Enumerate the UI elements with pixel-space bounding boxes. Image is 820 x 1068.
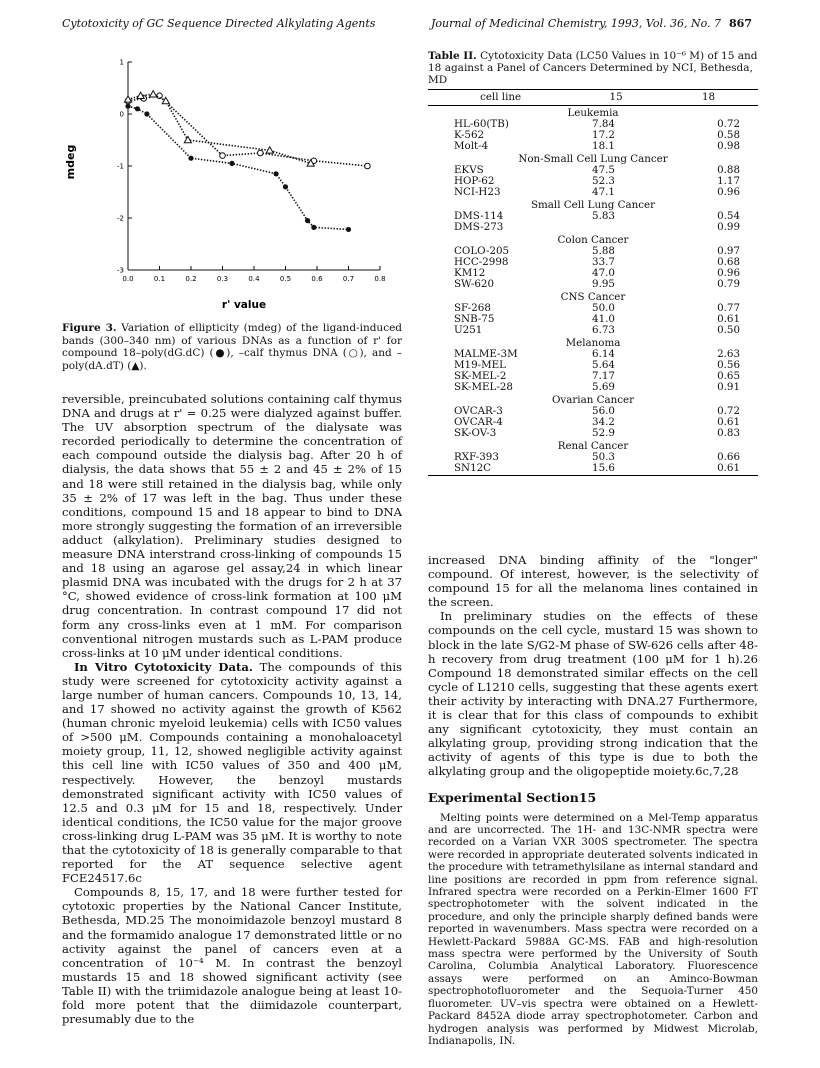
figure-caption-text: Variation of ellipticity (mdeg) of the ligand-induced bands (300–340 nm) of various DNAs as a function of r' for compound 18–poly(dG.dC) (●), –calf thymus DNA (○), and –poly(dA.dT) (▲).: [62, 322, 403, 372]
value-compound-15: 47.0: [592, 267, 615, 279]
running-header-journal: [431, 17, 752, 30]
value-compound-15: 47.1: [592, 186, 615, 198]
value-compound-15: 33.7: [592, 256, 615, 268]
value-compound-18: 0.61: [717, 416, 740, 428]
table-row: [428, 428, 758, 439]
table-group-row: [428, 106, 758, 120]
data-point: [258, 150, 264, 156]
value-compound-18: 0.50: [717, 324, 740, 336]
table-group-heading: Small Cell Lung Cancer: [530, 199, 656, 211]
x-tick-label: 0.7: [342, 275, 355, 283]
value-compound-18: 0.61: [717, 313, 740, 325]
data-point: [365, 163, 371, 169]
cell-line-name: COLO-205: [454, 245, 510, 257]
cell-line-name: EKVS: [454, 164, 484, 176]
value-compound-18: 0.88: [717, 164, 740, 176]
data-point: [346, 227, 351, 232]
table-ii: [428, 50, 758, 476]
paragraph-text: The compounds of this study were screened for cytotoxicity activity against a large number of human cancers. Compounds 10, 13, 14, and 17 showed no activity against the growth of K562 (human chronic myeloid leukemia) cells with IC50 values of >500 μM. Compounds containing a monohaloacetyl moiety group, 11, 12, showed negligible activity against this cell line with IC50 values of 350 and 400 μM, respectively. However, the benzoyl mustards demonstrated significant activity with IC50 values of 12.5 and 0.3 μM for 15 and 18, respectively. Under identical conditions, the IC50 value for the major groove cross-linking drug L-PAM was 35 μM. It is worthy to note that the cytotoxicity of 18 is generally comparable to that reported for the AT sequence selective agent FCE24517.6c: [62, 659, 402, 886]
value-compound-15: 52.3: [592, 175, 615, 187]
y-tick-label: -1: [117, 162, 124, 171]
column-header: 15: [573, 90, 659, 106]
value-compound-15: 7.84: [592, 118, 615, 130]
left-column-text: [62, 392, 402, 1026]
value-compound-15: 6.73: [592, 324, 615, 336]
table-row: [428, 222, 758, 233]
data-point: [305, 218, 310, 223]
journal-citation: Journal of Medicinal Chemistry, 1993, Vol. 36, No. 7: [431, 17, 722, 30]
table-group-heading: Leukemia: [567, 107, 619, 119]
value-compound-18: 0.83: [717, 427, 740, 439]
value-compound-18: 0.97: [717, 245, 740, 257]
value-compound-18: 0.68: [717, 256, 740, 268]
section-heading: Experimental Section15: [428, 789, 597, 805]
y-tick-label: 1: [119, 58, 124, 67]
chart-axes: [128, 62, 380, 270]
value-compound-18: 2.63: [717, 348, 740, 360]
paragraph: In preliminary studies on the effects of these compounds on the cell cycle, mustard 15 was shown to block in the late S/G2-M phase of SW-626 cells after 48-h recovery from drug treatment (100 μM for 1 h).26 Compound 18 demonstrated similar effects on the cell cycle of L1210 cells, suggesting that these agents exert their activity by interacting with DNA.27 Furthermore, it is clear that for this class of compounds to exhibit any significant cytotoxicity, they must contain an alkylating group, providing strong indication that the activity of agents of this type is due to both the alkylating group and the oligopeptide moiety.6c,7,28: [428, 609, 758, 779]
x-tick-label: 0.0: [122, 275, 134, 283]
value-compound-18: 0.61: [659, 463, 758, 476]
cell-line-name: U251: [454, 324, 483, 336]
value-compound-15: 41.0: [592, 313, 615, 325]
value-compound-15: 5.83: [592, 210, 615, 222]
paragraph: [62, 660, 402, 886]
cell-line-name: OVCAR-3: [454, 405, 503, 417]
x-tick-label: 0.3: [216, 275, 229, 283]
cell-line-name: MALME-3M: [454, 348, 518, 360]
x-tick-label: 0.4: [248, 275, 260, 283]
table-group: [428, 198, 758, 233]
column-header: 18: [659, 90, 758, 106]
value-compound-15: 5.64: [592, 359, 615, 371]
table-title: [428, 50, 758, 86]
figure-caption: [62, 322, 402, 372]
table-header-row: [428, 90, 758, 106]
table-group: [428, 393, 758, 439]
table-group-heading: CNS Cancer: [560, 291, 626, 303]
data-point: [135, 106, 140, 111]
cell-line-name: SN12C: [428, 463, 573, 476]
x-tick-label: 0.2: [185, 275, 197, 283]
cell-line-name: NCI-H23: [454, 186, 501, 198]
data-point: [266, 147, 273, 153]
table-group: [428, 336, 758, 393]
value-compound-18: 0.54: [717, 210, 740, 222]
series-line: [128, 106, 349, 229]
y-tick-label: -3: [117, 266, 124, 275]
value-compound-15: 7.17: [592, 370, 615, 382]
paragraph: reversible, preincubated solutions containing calf thymus DNA and drugs at r' = 0.25 were dialyzed against buffer. The UV absorption spectrum of the dialysate was recorded periodically to determine the concentration of each compound outside the dialysis bag. After 20 h of dialysis, the data shows that 55 ± 2 and 45 ± 2% of 15 and 18 were still retained in the dialysis bag, while only 35 ± 2% of 17 was left in the bag. Thus under these conditions, compound 15 and 18 appear to bind to DNA more strongly suggesting the formation of an irreversible adduct (alkylation). Preliminary studies designed to measure DNA interstrand cross-linking of compounds 15 and 18 using an agarose gel assay,24 in which linear plasmid DNA was incubated with the drugs for 2 h at 37 °C, showed evidence of cross-link formation at 100 μM drug concentration. In contrast compound 17 did not form any cross-links even at 1 mM. For comparison conventional nitrogen mustards such as L-PAM produce cross-links at 10 μM under identical conditions.: [62, 392, 402, 660]
cell-line-name: KM12: [454, 267, 486, 279]
subsection-heading: In Vitro Cytotoxicity Data.: [74, 659, 253, 674]
cell-line-name: SK-MEL-28: [454, 381, 513, 393]
table-title-label: Table II.: [428, 50, 477, 62]
cell-line-name: HCC-2998: [454, 256, 509, 268]
value-compound-15: 5.88: [592, 245, 615, 257]
value-compound-18: 0.58: [717, 129, 740, 141]
value-compound-18: 0.72: [717, 118, 740, 130]
table-group: [428, 106, 758, 153]
cell-line-name: RXF-393: [454, 451, 499, 463]
value-compound-15: 34.2: [592, 416, 615, 428]
series-line: [128, 96, 367, 166]
value-compound-18: 0.96: [717, 186, 740, 198]
value-compound-18: 0.56: [717, 359, 740, 371]
table-group-heading: Colon Cancer: [557, 234, 629, 246]
data-point: [188, 156, 193, 161]
table-row: [428, 279, 758, 290]
cell-line-name: Molt-4: [454, 140, 489, 152]
table-group: [428, 439, 758, 476]
data-point: [150, 91, 157, 97]
value-compound-18: 0.91: [717, 381, 740, 393]
value-compound-18: 0.96: [717, 267, 740, 279]
value-compound-15: 5.69: [592, 381, 615, 393]
cytotoxicity-table: [428, 89, 758, 476]
value-compound-15: 15.6: [573, 463, 659, 476]
value-compound-18: 1.17: [717, 175, 740, 187]
value-compound-15: 50.0: [592, 302, 615, 314]
cell-line-name: HL-60(TB): [454, 118, 509, 130]
table-row: [428, 187, 758, 198]
cell-line-name: OVCAR-4: [454, 416, 503, 428]
value-compound-15: 18.1: [592, 140, 615, 152]
experimental-text: [428, 812, 758, 1048]
cell-line-name: SNB-75: [454, 313, 495, 325]
value-compound-15: 50.3: [592, 451, 615, 463]
value-compound-15: 52.9: [592, 427, 615, 439]
y-tick-label: -2: [117, 214, 124, 223]
running-header-title: Cytotoxicity of GC Sequence Directed Alkylating Agents: [62, 17, 376, 30]
paragraph: Compounds 8, 15, 17, and 18 were further tested for cytotoxic properties by the National Cancer Institute, Bethesda, MD.25 The monoimidazole benzoyl mustard 8 and the formamido analogue 17 demonstrated little or no activity against the panel of cancers even at a concentration of 10⁻⁴ M. In contrast the benzoyl mustards 15 and 18 showed significant activity (see Table II) with the triimidazole analogue being at least 10-fold more potent that the diimidazole counterpart, presumably due to the: [62, 885, 402, 1027]
cell-line-name: SK-MEL-2: [454, 370, 507, 382]
table-row: [428, 382, 758, 393]
value-compound-18: 0.72: [717, 405, 740, 417]
table-group: [428, 152, 758, 198]
table-row: [428, 325, 758, 336]
figure-3-chart: [62, 50, 402, 320]
y-axis-label: mdeg: [64, 144, 77, 180]
value-compound-15: [573, 222, 659, 233]
x-tick-label: 0.6: [311, 275, 323, 283]
x-tick-label: 0.5: [279, 275, 292, 283]
data-point: [311, 225, 316, 230]
value-compound-18: 0.65: [717, 370, 740, 382]
right-column-text: [428, 553, 758, 1047]
table-group: [428, 233, 758, 290]
paragraph: Melting points were determined on a Mel-Temp apparatus and are uncorrected. The 1H- and 13C-NMR spectra were recorded on a Varian VXR 300S spectrometer. The spectra were recorded in appropriate deuterated solvents indicated in the procedure with tetramethylsilane as internal standard and line positions are recorded in ppm from reference signal. Infrared spectra were recorded on a Perkin-Elmer 1600 FT spectrophotometer with the solvent indicated in the procedure, and only the principle sharply defined bands were reported in wavenumbers. Mass spectra were recorded on a Hewlett-Packard 5988A GC-MS. FAB and high-resolution mass spectra were performed by the University of South Carolina, Columbia Analytical Laboratory. Fluorescence assays were performed on an Aminco-Bowman spectrophotofluorometer and the Sequoia-Turner 450 fluorometer. UV–vis spectra were obtained on a Hewlett-Packard 8452A diode array spectrophotometer. Carbon and hydrogen analysis was performed by Midwest Microlab, Indianapolis, IN.: [428, 811, 758, 1047]
table-row: [428, 141, 758, 152]
chart-ticks: [117, 59, 386, 284]
table-row: [428, 463, 758, 476]
value-compound-15: 47.5: [592, 164, 615, 176]
table-group-heading: Renal Cancer: [557, 440, 629, 452]
value-compound-15: 17.2: [592, 129, 615, 141]
table-group: [428, 290, 758, 336]
figure-caption-label: Figure 3.: [62, 322, 117, 334]
data-point: [283, 184, 288, 189]
data-point: [144, 111, 149, 116]
table-title-text: Cytotoxicity Data (LC50 Values in 10⁻⁶ M) of 15 and 18 against a Panel of Cancers Determined by NCI, Bethesda, MD: [428, 50, 758, 86]
value-compound-18: 0.98: [717, 140, 740, 152]
x-tick-label: 0.1: [153, 275, 166, 283]
value-compound-18: 0.66: [717, 451, 740, 463]
value-compound-15: 6.14: [592, 348, 615, 360]
cell-line-name: M19-MEL: [454, 359, 507, 371]
data-point: [125, 104, 130, 109]
value-compound-15: 56.0: [592, 405, 615, 417]
column-header: cell line: [428, 90, 573, 106]
value-compound-18: 0.99: [717, 221, 740, 233]
table-group-heading: Ovarian Cancer: [551, 394, 635, 406]
value-compound-18: 0.79: [717, 278, 740, 290]
cell-line-name: K-562: [454, 129, 485, 141]
value-compound-18: 0.77: [717, 302, 740, 314]
cell-line-name: DMS-273: [454, 221, 504, 233]
value-compound-15: 9.95: [592, 278, 615, 290]
data-point: [229, 161, 234, 166]
x-axis-label: r' value: [221, 299, 267, 311]
paragraph: increased DNA binding affinity of the "longer" compound. Of interest, however, is the selectivity of compound 15 for all the melanoma lines contained in the screen.: [428, 553, 758, 610]
table-group-heading: Non-Small Cell Lung Cancer: [518, 153, 668, 165]
cell-line-name: SW-620: [454, 278, 495, 290]
table-group-heading: Melanoma: [565, 337, 621, 349]
cell-line-name: SF-268: [454, 302, 491, 314]
page-number: 867: [729, 17, 752, 30]
chart-series: [124, 91, 370, 232]
cell-line-name: DMS-114: [454, 210, 504, 222]
x-tick-label: 0.8: [374, 275, 386, 283]
data-point: [220, 153, 226, 159]
y-tick-label: 0: [119, 110, 124, 119]
cell-line-name: HOP-62: [454, 175, 495, 187]
cell-line-name: SK-OV-3: [454, 427, 497, 439]
data-point: [273, 171, 278, 176]
